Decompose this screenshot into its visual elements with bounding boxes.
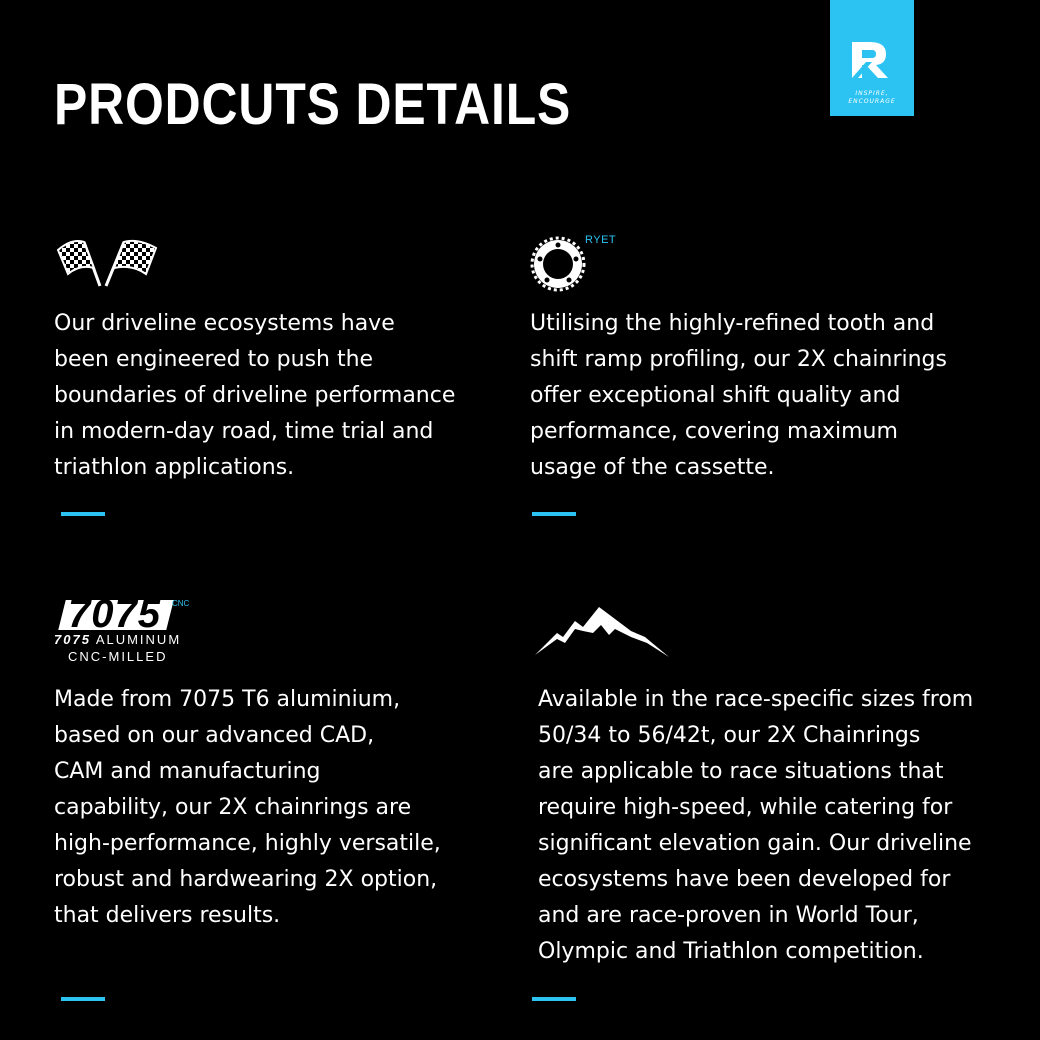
cnc-superscript: CNC xyxy=(172,599,190,608)
brand-tagline-1: INSPIRE, xyxy=(855,90,889,97)
brand-tagline-2: ENCOURAGE xyxy=(848,98,896,105)
mountain-icon xyxy=(535,605,671,659)
accent-bar-4 xyxy=(532,997,576,1001)
aluminum-caption-word: ALUMINUM xyxy=(90,632,182,647)
checkered-flags-icon xyxy=(54,236,160,288)
aluminum-caption-number: 7075 xyxy=(54,632,91,647)
feature-text-1: Our driveline ecosystems have been engineered to push the boundaries of driveline performance in modern-day road, time trial and triathlon applications. xyxy=(54,311,456,480)
aluminum-caption-line2: CNC-MILLED xyxy=(68,649,168,664)
aluminum-big-number: 7075 xyxy=(68,592,161,636)
feature-text-2: Utilising the highly-refined tooth and shift ramp profiling, our 2X chainrings offer exceptional shift quality and performance, covering maximum usage of the cassette. xyxy=(530,311,947,480)
feature-text-4: Available in the race-specific sizes from 50/34 to 56/42t, our 2X Chainrings are applicable to race situations that require high-speed, while catering for significant elevation gain. Our driveline ecosystems have been developed for and are race-proven in World Tour, Olympic and Triathlon competition. xyxy=(538,687,974,964)
accent-bar-3 xyxy=(61,997,105,1001)
feature-text-3: Made from 7075 T6 aluminium, based on our advanced CAD, CAM and manufacturing capability, our 2X chainrings are high-performance, highly versatile, robust and hardwearing 2X option, that delivers results. xyxy=(54,687,441,928)
brand-r-icon xyxy=(848,38,894,80)
chainring-brand-label: RYET xyxy=(585,234,617,246)
accent-bar-2 xyxy=(532,512,576,516)
chainring-icon xyxy=(530,236,586,292)
accent-bar-1 xyxy=(61,512,105,516)
page-title: PRODCUTS DETAILS xyxy=(54,72,572,137)
brand-logo xyxy=(830,0,914,116)
aluminum-caption-line1 xyxy=(54,632,181,647)
